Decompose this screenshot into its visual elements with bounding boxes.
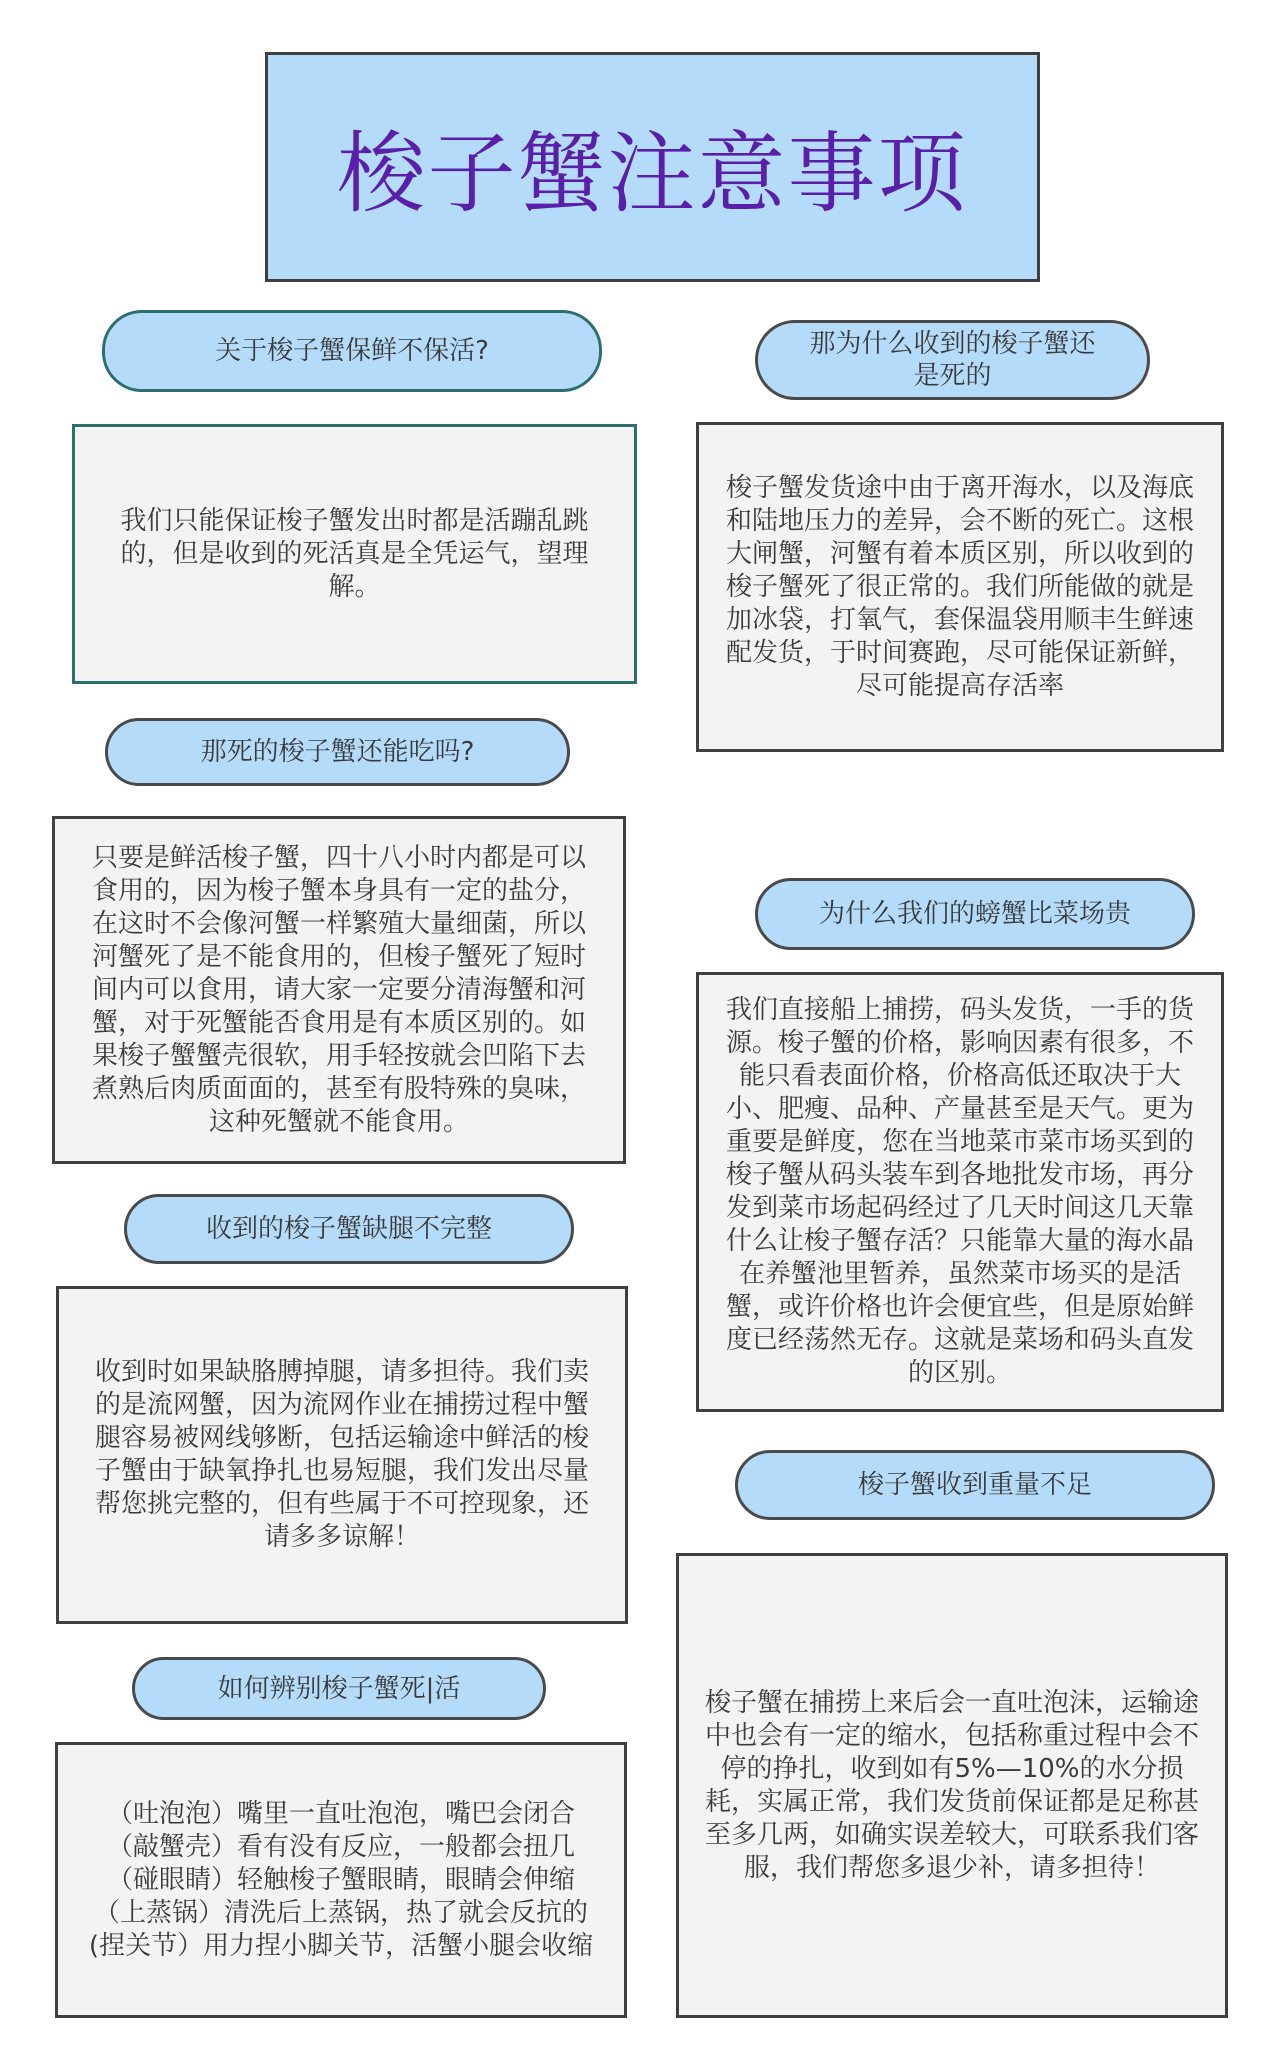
question-price	[755, 878, 1195, 950]
answer-dead-arrival	[696, 422, 1224, 752]
identify-line: (捏关节）用力捏小脚关节，活蟹小腿会收缩	[88, 1930, 594, 1961]
question-price-text: 为什么我们的螃蟹比菜场贵	[818, 899, 1131, 929]
answer-dead-arrival-text: 梭子蟹发货途中由于离开海水，以及海底和陆地压力的差异，会不断的死亡。这根大闸蟹，河蟹有着本质区别，所以收到的梭子蟹死了很正常的。我们所能做的就是加冰袋，打氧气，套保温袋用顺丰生鲜速配发货，于时间赛跑，尽可能保证新鲜，尽可能提高存活率	[725, 472, 1194, 701]
answer-weight-text: 梭子蟹在捕捞上来后会一直吐泡沫，运输途中也会有一定的缩水，包括称重过程中会不停的挣扎，收到如有5%—10%的水分损耗，实属正常，我们发货前保证都是足称甚至多几两，如确实误差较大，可联系我们客服，我们帮您多退少补，请多担待！	[705, 1687, 1200, 1883]
identify-line: （吐泡泡）嘴里一直吐泡泡，嘴巴会闭合	[106, 1798, 575, 1829]
answer-weight	[676, 1553, 1228, 2018]
identify-line: （上蒸锅）清洗后上蒸锅，热了就会反抗的	[93, 1897, 588, 1928]
answer-missing-legs	[56, 1286, 628, 1624]
page-title: 梭子蟹注意事项	[337, 122, 968, 225]
question-dead-arrival-text: 那为什么收到的梭子蟹还是死的	[809, 329, 1096, 391]
answer-freshness	[72, 424, 637, 684]
answer-freshness-text: 我们只能保证梭子蟹发出时都是活蹦乱跳的，但是收到的死活真是全凭运气，望理解。	[120, 505, 589, 602]
question-dead-arrival	[755, 320, 1150, 400]
question-missing-legs	[124, 1194, 574, 1264]
question-edible-text: 那死的梭子蟹还能吃吗?	[200, 737, 475, 767]
question-weight-text: 梭子蟹收到重量不足	[857, 1470, 1092, 1500]
question-missing-legs-text: 收到的梭子蟹缺腿不完整	[205, 1214, 492, 1244]
question-edible	[105, 718, 570, 786]
answer-price-text: 我们直接船上捕捞，码头发货，一手的货源。梭子蟹的价格，影响因素有很多，不能只看表面价格，价格高低还取决于大小、肥瘦、品种、产量甚至是天气。更为重要是鲜度，您在当地菜市菜市场买到的梭子蟹从码头装车到各地批发市场，再分发到菜市场起码经过了几天时间这几天靠什么让梭子蟹存活？只能靠大量的海水晶在养蟹池里暂养，虽然菜市场买的是活蟹，或许价格也许会便宜些，但是原始鲜度已经荡然无存。这就是菜场和码头直发的区别。	[725, 995, 1194, 1388]
title-banner	[265, 52, 1040, 282]
question-identify-text: 如何辨别梭子蟹死|活	[217, 1673, 461, 1704]
question-weight	[735, 1450, 1215, 1520]
answer-identify-lines	[89, 1798, 593, 1963]
question-freshness	[102, 310, 602, 392]
identify-line: （敲蟹壳）看有没有反应，一般都会扭几	[106, 1831, 575, 1862]
question-freshness-text: 关于梭子蟹保鲜不保活?	[215, 336, 489, 366]
answer-edible	[52, 816, 626, 1164]
identify-line: （碰眼睛）轻触梭子蟹眼睛，眼睛会伸缩	[106, 1864, 575, 1895]
answer-missing-legs-text: 收到时如果缺胳膊掉腿，请多担待。我们卖的是流网蟹，因为流网作业在捕捞过程中蟹腿容易被网线够断，包括运输途中鲜活的梭子蟹由于缺氧挣扎也易短腿，我们发出尽量帮您挑完整的，但有些属于不可控现象，还请多多谅解！	[94, 1357, 589, 1552]
question-identify	[132, 1657, 546, 1720]
answer-identify	[55, 1742, 627, 2018]
answer-edible-text: 只要是鲜活梭子蟹，四十八小时内都是可以食用的，因为梭子蟹本身具有一定的盐分，在这时不会像河蟹一样繁殖大量细菌，所以河蟹死了是不能食用的，但梭子蟹死了短时间内可以食用，请大家一定要分清海蟹和河蟹，对于死蟹能否食用是有本质区别的。如果梭子蟹蟹壳很软，用手轻按就会凹陷下去煮熟后肉质面面的，甚至有股特殊的臭味，这种死蟹就不能食用。	[91, 842, 586, 1137]
answer-price	[696, 972, 1224, 1412]
